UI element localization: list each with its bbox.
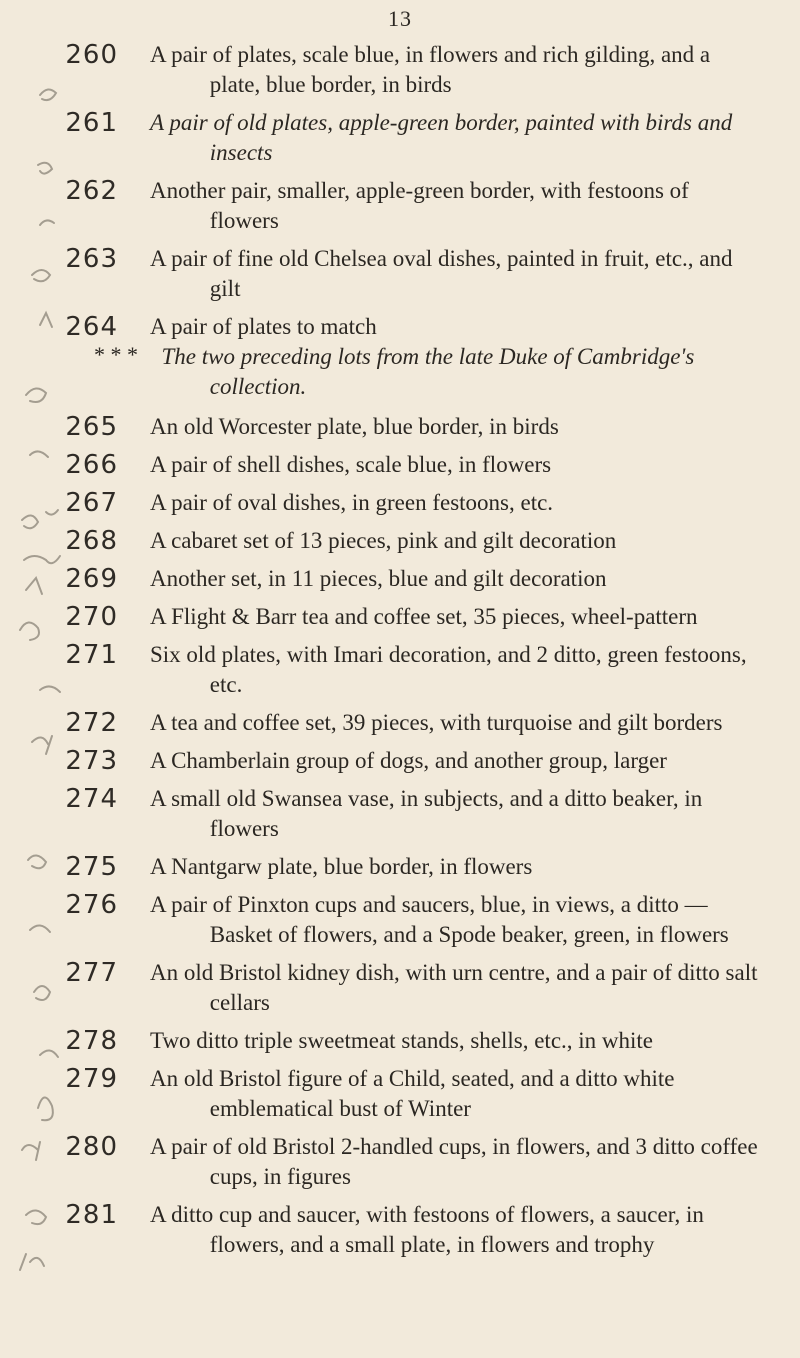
- lot-272: [0, 708, 800, 738]
- lot-268: [0, 526, 800, 556]
- lot-description: An old Bristol kidney dish, with urn centre, and a pair of ditto salt cellars: [150, 960, 758, 1015]
- lot-number: 269: [65, 564, 118, 594]
- page-number: 13: [388, 6, 412, 31]
- lot-number: 270: [65, 602, 118, 632]
- lot-276: [0, 890, 800, 950]
- lot-number: 275: [65, 852, 118, 882]
- lot-269: [0, 564, 800, 594]
- lot-description: A Flight & Barr tea and coffee set, 35 pieces, wheel-pattern: [150, 604, 698, 629]
- lot-description: A Chamberlain group of dogs, and another group, larger: [150, 748, 667, 773]
- lot-description: A cabaret set of 13 pieces, pink and gilt decoration: [150, 528, 617, 553]
- lot-number: 266: [65, 450, 118, 480]
- lot-description: A pair of Pinxton cups and saucers, blue, in views, a ditto —Basket of flowers, and a Spode beaker, green, in flowers: [150, 892, 729, 947]
- lot-number: 272: [65, 708, 118, 738]
- lot-number: 281: [65, 1200, 118, 1230]
- lot-description: A pair of plates to match: [150, 314, 377, 339]
- lot-262: [0, 176, 800, 236]
- lot-number: 268: [65, 526, 118, 556]
- lot-number: 279: [65, 1064, 118, 1094]
- lot-description: An old Worcester plate, blue border, in birds: [150, 414, 559, 439]
- lot-number: 262: [65, 176, 118, 206]
- lot-description: A pair of shell dishes, scale blue, in flowers: [150, 452, 552, 477]
- provenance-note-text: The two preceding lots from the late Duke of Cambridge's collection.: [161, 344, 695, 399]
- lot-number: 261: [65, 108, 118, 138]
- asterisk-mark: * * *: [94, 342, 138, 367]
- lot-280: [0, 1132, 800, 1192]
- lot-271: [0, 640, 800, 700]
- lot-number: 276: [65, 890, 118, 920]
- lot-number: 267: [65, 488, 118, 518]
- lot-270: [0, 602, 800, 632]
- lot-266: [0, 450, 800, 480]
- lot-number: 265: [65, 412, 118, 442]
- lot-number: 274: [65, 784, 118, 814]
- lot-281: [0, 1200, 800, 1260]
- lot-264: [0, 312, 800, 342]
- lot-description: A ditto cup and saucer, with festoons of flowers, a saucer, in flowers, and a small plate, in flowers and trophy: [150, 1202, 704, 1257]
- lot-description: A small old Swansea vase, in subjects, and a ditto beaker, in flowers: [150, 786, 703, 841]
- lot-description: A pair of old plates, apple-green border, painted with birds and insects: [150, 110, 733, 165]
- lot-number: 280: [65, 1132, 118, 1162]
- lot-number: 264: [65, 312, 118, 342]
- lot-description: An old Bristol figure of a Child, seated, and a ditto white emblematical bust of Winter: [150, 1066, 675, 1121]
- lot-number: 271: [65, 640, 118, 670]
- lot-265: [0, 412, 800, 442]
- lot-description: Six old plates, with Imari decoration, and 2 ditto, green festoons, etc.: [150, 642, 747, 697]
- lot-267: [0, 488, 800, 518]
- lot-275: [0, 852, 800, 882]
- lot-description: Two ditto triple sweetmeat stands, shells, etc., in white: [150, 1028, 654, 1053]
- lot-number: 263: [65, 244, 118, 274]
- lot-description: A Nantgarw plate, blue border, in flowers: [150, 854, 533, 879]
- lot-description: A pair of plates, scale blue, in flowers and rich gilding, and a plate, blue border, in birds: [150, 42, 711, 97]
- lot-261: [0, 108, 800, 168]
- lot-description: Another set, in 11 pieces, blue and gilt decoration: [150, 566, 607, 591]
- lot-279: [0, 1064, 800, 1124]
- lot-description: A pair of fine old Chelsea oval dishes, painted in fruit, etc., and gilt: [150, 246, 733, 301]
- lot-description: A pair of old Bristol 2-handled cups, in flowers, and 3 ditto coffee cups, in figures: [150, 1134, 758, 1189]
- lot-description: A tea and coffee set, 39 pieces, with turquoise and gilt borders: [150, 710, 723, 735]
- lot-description: A pair of oval dishes, in green festoons, etc.: [150, 490, 554, 515]
- lot-description: Another pair, smaller, apple-green border, with festoons of flowers: [150, 178, 689, 233]
- lot-278: [0, 1026, 800, 1056]
- lot-274: [0, 784, 800, 844]
- lot-number: 277: [65, 958, 118, 988]
- lot-number: 278: [65, 1026, 118, 1056]
- lot-277: [0, 958, 800, 1018]
- lot-263: [0, 244, 800, 304]
- lot-list: [0, 40, 800, 1268]
- lot-number: 260: [65, 40, 118, 70]
- lot-273: [0, 746, 800, 776]
- provenance-note: [0, 342, 800, 402]
- lot-number: 273: [65, 746, 118, 776]
- lot-260: [0, 40, 800, 100]
